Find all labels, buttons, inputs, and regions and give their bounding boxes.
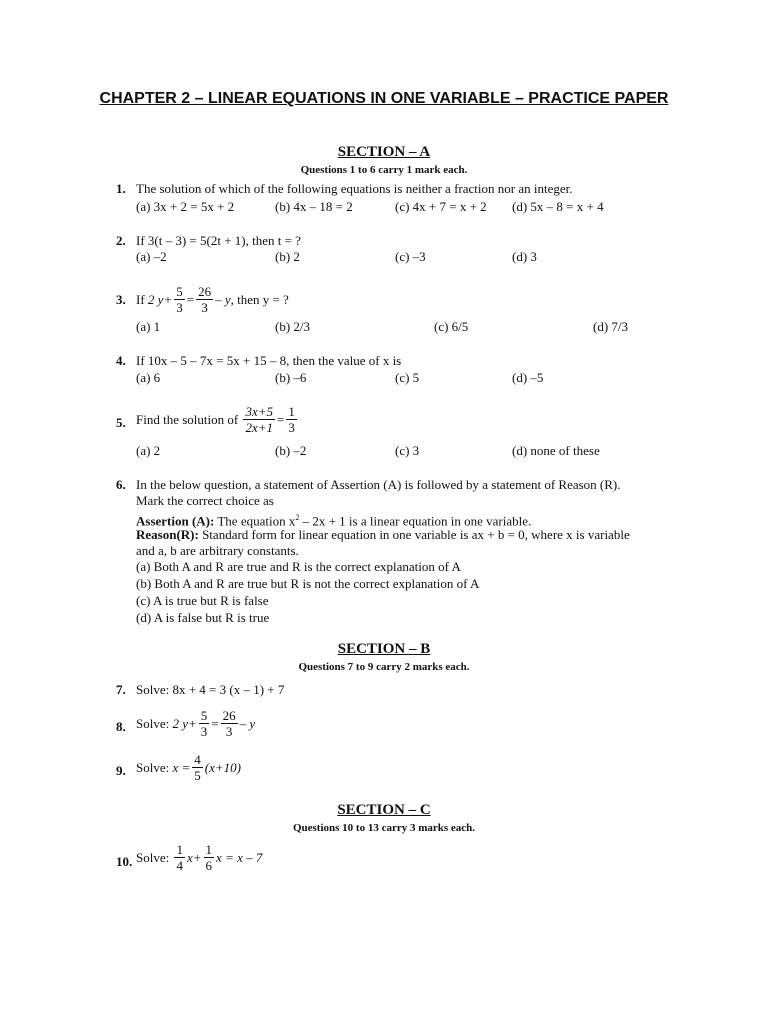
- option-a: (a) 1: [136, 319, 161, 334]
- section-a-subtitle: Questions 1 to 6 carry 1 mark each.: [300, 164, 468, 176]
- question-text: [136, 842, 696, 873]
- math-term: 2 y+: [172, 715, 197, 731]
- option-d: (d) A is false but R is true: [136, 610, 270, 625]
- option-d: (d) 7/3: [593, 319, 629, 334]
- section-b-subtitle: Questions 7 to 9 carry 2 marks each.: [298, 661, 470, 673]
- denominator: 3: [225, 724, 233, 739]
- question-line: and a, b are arbitrary constants.: [136, 543, 299, 558]
- question-number: 5.: [116, 415, 126, 430]
- math-term: x =: [172, 759, 191, 775]
- option-c: (c) –3: [395, 249, 426, 264]
- option-b: (b) Both A and R are true but R is not the correct explanation of A: [136, 576, 480, 591]
- question-line: In the below question, a statement of Assertion (A) is followed by a statement of Reason (R).: [136, 477, 621, 492]
- fraction: [204, 842, 215, 873]
- numerator: 5: [176, 284, 183, 299]
- question-prefix: If: [136, 291, 145, 307]
- option-b: (b) 2/3: [275, 319, 311, 334]
- fraction: [174, 284, 185, 315]
- question-prefix: Find the solution of: [136, 411, 239, 427]
- numerator: 3x+5: [245, 404, 273, 419]
- section-a-header: [0, 143, 768, 177]
- numerator: 1: [288, 404, 295, 419]
- question-suffix: , then y = ?: [230, 291, 289, 307]
- question-text: [136, 284, 696, 315]
- question-number: 9.: [116, 763, 126, 778]
- fraction: [286, 404, 297, 435]
- section-c-header: [0, 801, 768, 835]
- option-d: (d) 5x – 8 = x + 4: [512, 199, 604, 214]
- numerator: 4: [194, 752, 201, 767]
- assertion-text-start: The equation x: [217, 513, 296, 529]
- equals-sign: =: [277, 411, 285, 427]
- denominator: 4: [176, 858, 183, 873]
- question-text: [136, 752, 696, 783]
- question-number: 3.: [116, 292, 126, 307]
- option-d: (d) none of these: [512, 443, 600, 458]
- option-d: (d) 3: [512, 249, 537, 264]
- numerator: 1: [176, 842, 183, 857]
- question-number: 7.: [116, 682, 126, 697]
- option-a: (a) 6: [136, 370, 161, 385]
- option-a: (a) Both A and R are true and R is the correct explanation of A: [136, 559, 461, 574]
- reason-text: Standard form for linear equation in one variable is ax + b = 0, where x is variable: [202, 527, 630, 542]
- math-term: x = x – 7: [216, 849, 263, 865]
- question-number: 6.: [116, 477, 126, 492]
- question-prefix: Solve:: [136, 715, 170, 731]
- question-text: The solution of which of the following equations is neither a fraction nor an integer.: [136, 181, 573, 196]
- page-title: CHAPTER 2 – LINEAR EQUATIONS IN ONE VARIABLE – PRACTICE PAPER: [99, 90, 669, 107]
- section-b-title: SECTION – B: [337, 641, 431, 657]
- option-b: (b) 4x – 18 = 2: [275, 199, 353, 214]
- question-number: 10.: [116, 854, 133, 869]
- question-line: Mark the correct choice as: [136, 493, 274, 508]
- numerator: 26: [222, 708, 236, 723]
- question-number: 2.: [116, 233, 126, 248]
- equals-sign: =: [186, 291, 195, 307]
- question-number: 1.: [116, 181, 126, 196]
- question-text: [136, 404, 696, 435]
- option-c: (c) 5: [395, 370, 420, 385]
- question-text: If 3(t – 3) = 5(2t + 1), then t = ?: [136, 233, 301, 248]
- reason-label: Reason(R):: [136, 527, 199, 542]
- assertion-text-end: – 2x + 1 is a linear equation in one variable.: [299, 513, 532, 529]
- section-a-title: SECTION – A: [337, 144, 431, 160]
- fraction: [221, 708, 238, 739]
- numerator: 1: [205, 842, 213, 857]
- denominator: 6: [205, 858, 213, 873]
- section-b-header: [0, 640, 768, 674]
- fraction: [243, 404, 275, 435]
- reason: [136, 527, 696, 543]
- option-c: (c) 3: [395, 443, 420, 458]
- question-text: Solve: 8x + 4 = 3 (x – 1) + 7: [136, 682, 285, 697]
- question-number: 8.: [116, 719, 126, 734]
- option-c: (c) A is true but R is false: [136, 593, 269, 608]
- question-prefix: Solve:: [136, 849, 170, 865]
- denominator: 3: [176, 300, 183, 315]
- math-term: (x+10): [204, 759, 241, 775]
- option-a: (a) 2: [136, 443, 161, 458]
- question-prefix: Solve:: [136, 759, 170, 775]
- math-term: – y: [239, 715, 256, 731]
- section-c-subtitle: Questions 10 to 13 carry 3 marks each.: [292, 822, 476, 834]
- option-a: (a) 3x + 2 = 5x + 2: [136, 199, 235, 214]
- math-term: x+: [186, 849, 202, 865]
- question-text: [136, 708, 696, 739]
- option-b: (b) –2: [275, 443, 307, 458]
- fraction: [174, 842, 185, 873]
- denominator: 3: [200, 724, 208, 739]
- denominator: 3: [288, 420, 295, 435]
- option-d: (d) –5: [512, 370, 544, 385]
- fraction: [199, 708, 210, 739]
- option-c: (c) 4x + 7 = x + 2: [395, 199, 487, 214]
- math-term: – y: [215, 291, 231, 307]
- question-text: If 10x – 5 – 7x = 5x + 15 – 8, then the value of x is: [136, 353, 402, 368]
- fraction: [196, 284, 213, 315]
- section-c-title: SECTION – C: [337, 802, 431, 818]
- option-b: (b) –6: [275, 370, 307, 385]
- fraction: [192, 752, 203, 783]
- denominator: 2x+1: [245, 420, 273, 435]
- option-a: (a) –2: [136, 249, 167, 264]
- denominator: 3: [201, 300, 208, 315]
- exponent: 2: [295, 513, 300, 522]
- denominator: 5: [194, 768, 201, 783]
- equals-sign: =: [211, 715, 219, 731]
- option-c: (c) 6/5: [434, 319, 469, 334]
- numerator: 26: [198, 284, 212, 299]
- numerator: 5: [200, 708, 208, 723]
- math-term: 2 y+: [147, 291, 173, 307]
- question-number: 4.: [116, 353, 126, 368]
- assertion-label: Assertion (A):: [136, 513, 215, 529]
- option-b: (b) 2: [275, 249, 300, 264]
